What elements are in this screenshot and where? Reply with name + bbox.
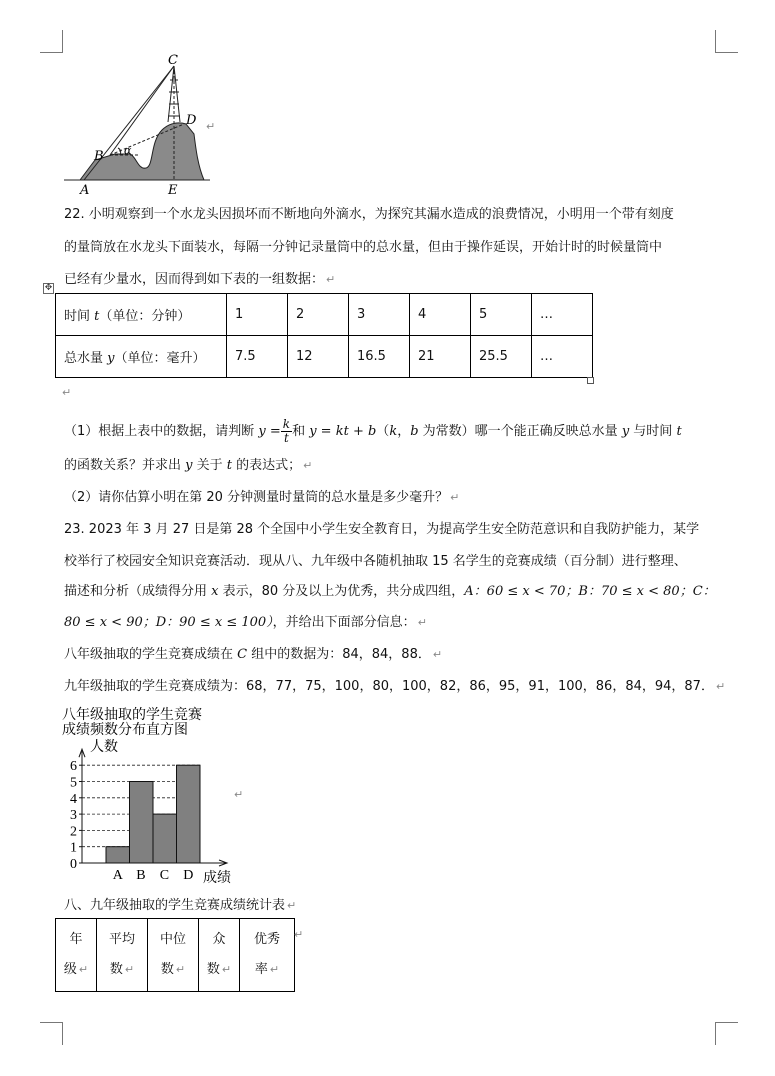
table-cell: 16.5 (349, 336, 410, 378)
y-tick-label: 5 (70, 775, 77, 791)
table-header-cell: 优秀 率 ↵ (240, 919, 295, 992)
x-tick-label: A (112, 868, 123, 883)
histogram-bar (130, 782, 154, 864)
q22-line-1: 22. 小明观察到一个水龙头因损坏而不断地向外滴水，为探究其漏水造成的浪费情况，小明用一个带有刻度 (64, 207, 674, 222)
crop-mark-bottom-left (40, 1022, 63, 1045)
grade8-histogram (58, 703, 248, 888)
table-cell: 1 (227, 294, 288, 336)
table-resize-handle[interactable] (587, 377, 594, 384)
paragraph-mark: ↵ (206, 120, 216, 133)
chart-title-line-1: 八年级抽取的学生竞赛 (62, 708, 202, 723)
q23-line-2: 校举行了校园安全知识竞赛活动．现从八、九年级中各随机抽取 15 名学生的竞赛成绩（百分制）进行整理、 (64, 554, 687, 569)
histogram-bar (153, 814, 177, 863)
table-cell: 4 (410, 294, 471, 336)
y-tick-label: 0 (70, 857, 77, 872)
table-row (56, 336, 593, 378)
label-D: D (186, 113, 197, 128)
label-E: E (168, 183, 178, 198)
y-tick-label: 1 (70, 840, 77, 856)
table-cell: 7.5 (227, 336, 288, 378)
q22-line-2: 的量筒放在水龙头下面装水，每隔一分钟记录量筒中的总水量，但由于操作延误，开始计时的时候量筒中 (64, 240, 663, 255)
paragraph-mark: ↵ (62, 386, 72, 399)
histogram-bar (106, 847, 130, 863)
table-cell: 12 (288, 336, 349, 378)
x-tick-label: D (183, 868, 194, 883)
histogram-bar (177, 765, 201, 863)
table-cell: … (532, 294, 593, 336)
crop-mark-top-right (715, 30, 738, 53)
geometry-figure (60, 50, 220, 200)
table-cell: 25.5 (471, 336, 532, 378)
x-axis-label: 成绩 (203, 871, 231, 886)
q22-data-table (55, 293, 593, 378)
y-tick-label: 2 (70, 824, 77, 840)
table-row (56, 919, 295, 992)
x-tick-label: B (136, 868, 146, 883)
table-move-handle-icon[interactable]: ✥ (44, 283, 53, 293)
q22-sub-question-1-line-2: 的函数关系？并求出 y 关于 t 的表达式； ↵ (64, 458, 313, 473)
label-alpha: α (124, 144, 132, 157)
table-cell: 5 (471, 294, 532, 336)
table-row (56, 294, 593, 336)
q23-grade9-data: 九年级抽取的学生竞赛成绩为：68，77，75，100，80，100，82，86，95，91，100，86，84，94，87． ↵ (64, 679, 726, 694)
x-tick-label: C (159, 868, 170, 883)
q23-grade8-data: 八年级抽取的学生竞赛成绩在 C 组中的数据为：84，84，88． ↵ (64, 647, 443, 662)
y-axis-label: 人数 (90, 740, 118, 755)
table-header-cell: 平均 数 ↵ (97, 919, 148, 992)
table-cell: … (532, 336, 593, 378)
q23-table-caption: 八、九年级抽取的学生竞赛成绩统计表 ↵ (64, 898, 297, 913)
row-header-time: 时间 t（单位：分钟） (56, 294, 227, 336)
label-C: C (168, 53, 178, 68)
q23-line-4: 80 ≤ x < 90；D：90 ≤ x ≤ 100），并给出下面部分信息： ↵ (64, 615, 427, 630)
q22-sub-question-1: （1）根据上表中的数据，请判断 y = $\frac{k}{t}$ 和 y = kt + b（k，b 为常数）哪一个能正确反映总水量 y 与时间 t (64, 417, 682, 445)
fraction-k-over-t: $\frac{k}{t}$ (282, 417, 291, 445)
table-cell: 3 (349, 294, 410, 336)
table-header-cell: 年 级 ↵ (56, 919, 97, 992)
crop-mark-bottom-right (715, 1022, 738, 1045)
paragraph-mark: ↵ (294, 928, 304, 941)
y-tick-label: 6 (70, 759, 77, 775)
label-B: B (94, 149, 104, 164)
table-cell: 21 (410, 336, 471, 378)
q22-line-3: 已经有少量水，因而得到如下表的一组数据： ↵ (64, 272, 336, 287)
q23-line-1: 23. 2023 年 3 月 27 日是第 28 个全国中小学生安全教育日，为提高学生安全防范意识和自我防护能力，某学 (64, 522, 700, 537)
y-tick-label: 3 (70, 808, 77, 824)
y-tick-label: 4 (70, 791, 77, 807)
table-header-cell: 众 数 ↵ (199, 919, 240, 992)
q23-line-3: 描述和分析（成绩得分用 x 表示，80 分及以上为优秀，共分成四组，A：60 ≤ x < 70；B：70 ≤ x < 80；C： (64, 584, 716, 599)
paragraph-mark: ↵ (234, 788, 244, 801)
table-header-cell: 中位 数 ↵ (148, 919, 199, 992)
q22-sub-question-2: （2）请你估算小明在第 20 分钟测量时量筒的总水量是多少毫升？ ↵ (64, 490, 460, 505)
q23-stats-table (55, 918, 295, 992)
table-cell: 2 (288, 294, 349, 336)
row-header-volume: 总水量 y（单位：毫升） (56, 336, 227, 378)
label-A: A (80, 183, 90, 198)
chart-title-line-2: 成绩频数分布直方图 (62, 723, 188, 738)
